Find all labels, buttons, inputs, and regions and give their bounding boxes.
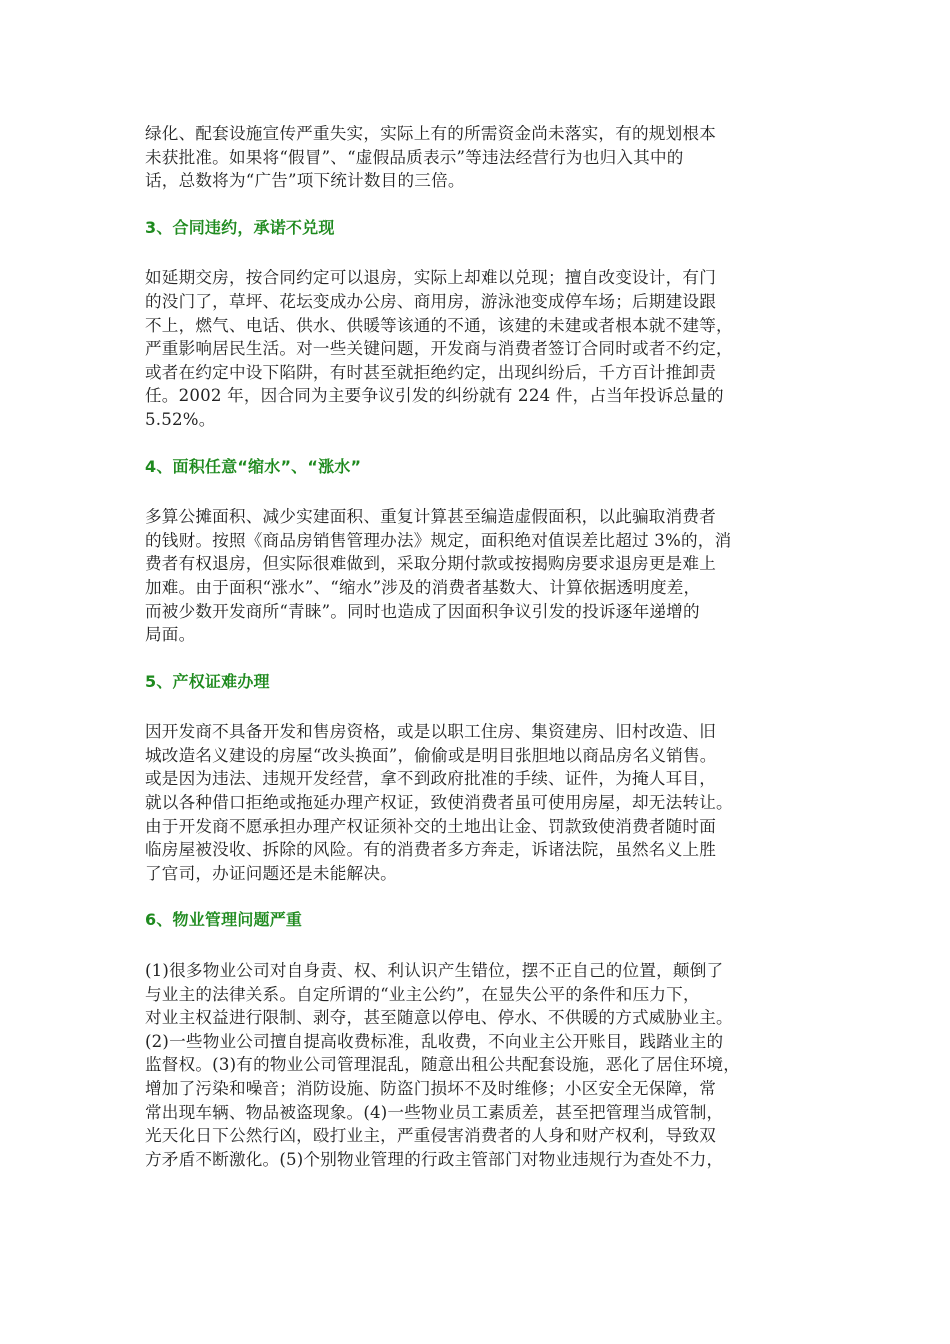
text-line: 与业主的法律关系。自定所谓的“业主公约”，在显失公平的条件和压力下， (145, 984, 700, 1004)
text-line: 监督权。(3)有的物业公司管理混乱，随意出租公共配套设施，恶化了居住环境， (145, 1055, 741, 1075)
text-line: 如延期交房，按合同约定可以退房，实际上却难以兑现；擅自改变设计，有门 (145, 268, 716, 288)
text-line: 严重影响居民生活。对一些关键问题，开发商与消费者签订合同时或者不约定， (145, 339, 733, 359)
text-line: 城改造名义建设的房屋“改头换面”，偷偷或是明目张胆地以商品房名义销售。 (145, 745, 717, 765)
text-line: 局面。 (145, 625, 196, 645)
text-line: 由于开发商不愿承担办理产权证须补交的土地出让金、罚款致使消费者随时面 (145, 816, 716, 836)
text-line: 光天化日下公然行凶，殴打业主，严重侵害消费者的人身和财产权利，导致双 (145, 1126, 716, 1146)
text-line: 费者有权退房，但实际很难做到，采取分期付款或按揭购房要求退房更是难上 (145, 554, 716, 574)
text-line: 多算公摊面积、减少实建面积、重复计算甚至编造虚假面积，以此骗取消费者 (145, 507, 716, 527)
text-line: 或者在约定中设下陷阱，有时甚至就拒绝约定，出现纠纷后，千方百计推卸责 (145, 362, 716, 382)
text-line: 对业主权益进行限制、剥夺，甚至随意以停电、停水、不供暖的方式威胁业主。 (145, 1008, 733, 1028)
text-line: 话，总数将为“广告”项下统计数目的三倍。 (145, 171, 465, 191)
section-6-paragraph (145, 959, 825, 1171)
text-line: 增加了污染和噪音；消防设施、防盗门损坏不及时维修；小区安全无保障，常 (145, 1079, 716, 1098)
intro-paragraph (145, 122, 825, 193)
text-line: 的钱财。按照《商品房销售管理办法》规定，面积绝对值误差比超过 3%的，消 (145, 530, 732, 550)
text-line: 了官司，办证问题还是未能解决。 (145, 863, 397, 883)
text-line: 加难。由于面积“涨水”、“缩水”涉及的消费者基数大、计算依据透明度差， (145, 577, 701, 597)
text-line: 的没门了，草坪、花坛变成办公房、商用房，游泳池变成停车场；后期建设跟 (145, 291, 716, 311)
text-line: 或是因为违法、违规开发经营，拿不到政府批准的手续、证件，为掩人耳目， (145, 769, 716, 789)
document-body (145, 122, 825, 1171)
text-line: 未获批准。如果将“假冒”、“虚假品质表示”等违法经营行为也归入其中的 (145, 147, 684, 167)
text-line: 临房屋被没收、拆除的风险。有的消费者多方奔走，诉诸法院，虽然名义上胜 (145, 840, 716, 860)
text-line: 而被少数开发商所“青睐”。同时也造成了因面积争议引发的投诉逐年递增的 (145, 601, 700, 621)
text-line: 5.52%。 (145, 409, 216, 429)
text-line: 任。2002 年，因合同为主要争议引发的纠纷就有 224 件，占当年投诉总量的 (145, 386, 724, 406)
section-heading-5: 5、产权证难办理 (145, 671, 270, 691)
text-line: 方矛盾不断激化。(5)个别物业管理的行政主管部门对物业违规行为查处不力， (145, 1149, 724, 1169)
section-3-paragraph (145, 266, 825, 431)
text-line: 常出现车辆、物品被盗现象。(4)一些物业员工素质差，甚至把管理当成管制， (145, 1102, 724, 1122)
section-5-paragraph (145, 720, 825, 885)
text-line: 不上，燃气、电话、供水、供暖等该通的不通，该建的未建或者根本就不建等， (145, 315, 733, 335)
text-line: 就以各种借口拒绝或拖延办理产权证，致使消费者虽可使用房屋，却无法转让。 (145, 793, 733, 813)
section-heading-4: 4、面积任意“缩水”、“涨水” (145, 456, 362, 476)
text-line: (2)一些物业公司擅自提高收费标准，乱收费，不向业主公开账目，践踏业主的 (145, 1031, 724, 1051)
section-heading-3: 3、合同违约，承诺不兑现 (145, 217, 335, 237)
text-line: 绿化、配套设施宣传严重失实，实际上有的所需资金尚未落实，有的规划根本 (145, 124, 716, 143)
section-heading-6: 6、物业管理问题严重 (145, 910, 303, 930)
text-line: (1)很多物业公司对自身责、权、利认识产生错位，摆不正自己的位置，颠倒了 (145, 961, 724, 981)
section-4-paragraph (145, 505, 825, 647)
text-line: 因开发商不具备开发和售房资格，或是以职工住房、集资建房、旧村改造、旧 (145, 722, 716, 742)
